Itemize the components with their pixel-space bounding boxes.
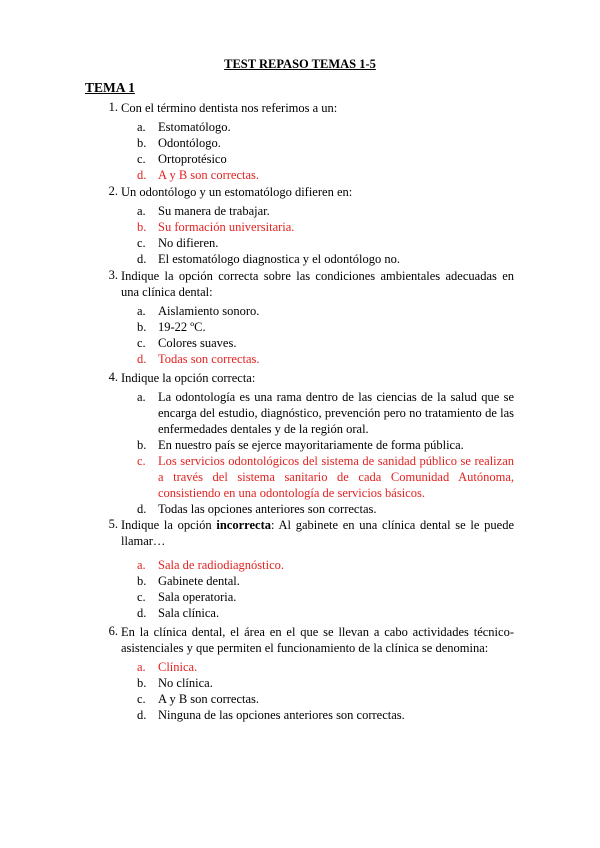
- option-text: Colores suaves.: [158, 336, 237, 350]
- option-letter: b.: [137, 136, 147, 150]
- option-b: [137, 319, 514, 335]
- option-a: [137, 119, 514, 135]
- option-text: La odontología es una rama dentro de las ciencias de la salud que se encarga del estudio, diagnóstico, prevención pero no tratamiento de las enfermedades dentales y de la región oral.: [158, 390, 514, 436]
- question-number: 2.: [108, 184, 118, 198]
- option-a: [137, 203, 514, 219]
- option-text: Su manera de trabajar.: [158, 204, 270, 218]
- option-c: [137, 589, 514, 605]
- option-letter: c.: [137, 590, 146, 604]
- option-letter: b.: [137, 220, 147, 234]
- option-b: [137, 437, 514, 453]
- option-text: Los servicios odontológicos del sistema de sanidad público se realizan a través del sistema sanitario de cada Comunidad Autónoma, consistiendo en una odontología de servicios básicos.: [158, 454, 514, 500]
- option-letter: b.: [137, 574, 147, 588]
- option-list: [137, 557, 514, 621]
- option-letter: a.: [137, 390, 146, 404]
- question-number: 6.: [108, 624, 118, 638]
- question-3: [100, 268, 514, 367]
- option-text: Clínica.: [158, 660, 198, 674]
- option-text: Sala operatoria.: [158, 590, 237, 604]
- option-letter: b.: [137, 676, 147, 690]
- option-c-correct: [137, 453, 514, 501]
- option-d: [137, 605, 514, 621]
- option-text: Todas las opciones anteriores son correctas.: [158, 502, 377, 516]
- option-d: [137, 501, 514, 517]
- document-title: TEST REPASO TEMAS 1-5: [224, 57, 376, 71]
- option-text: A y B son correctas.: [158, 692, 260, 706]
- question-number: 1.: [108, 100, 118, 114]
- option-text: 19-22 ºC.: [158, 320, 206, 334]
- option-list: [137, 659, 514, 723]
- option-text: Aislamiento sonoro.: [158, 304, 260, 318]
- option-letter: d.: [137, 502, 147, 516]
- option-text: Gabinete dental.: [158, 574, 240, 588]
- option-letter: c.: [137, 692, 146, 706]
- option-text: Estomatólogo.: [158, 120, 231, 134]
- question-text-after: : Al gabinete en una clínica dental se le puede llamar…: [121, 518, 514, 548]
- option-list: [137, 203, 514, 267]
- option-d: [137, 707, 514, 723]
- option-list: [137, 389, 514, 517]
- option-text: A y B son correctas.: [158, 168, 260, 182]
- question-1: [100, 100, 514, 183]
- question-number: 3.: [108, 268, 118, 282]
- option-letter: c.: [137, 236, 146, 250]
- option-list: [137, 119, 514, 183]
- option-a-correct: [137, 659, 514, 675]
- question-text: [121, 517, 514, 549]
- option-letter: d.: [137, 606, 147, 620]
- option-list: [137, 303, 514, 367]
- question-6: [100, 624, 514, 723]
- option-text: No clínica.: [158, 676, 213, 690]
- question-5: [100, 517, 514, 621]
- option-d-correct: [137, 167, 514, 183]
- question-4: [100, 370, 514, 517]
- option-text: Ninguna de las opciones anteriores son correctas.: [158, 708, 405, 722]
- option-text: No difieren.: [158, 236, 219, 250]
- option-letter: a.: [137, 204, 146, 218]
- option-d: [137, 251, 514, 267]
- option-text: Odontólogo.: [158, 136, 221, 150]
- question-number: 5.: [108, 517, 118, 531]
- section-title: TEMA 1: [85, 80, 135, 95]
- option-letter: c.: [137, 336, 146, 350]
- question-text: En la clínica dental, el área en el que se llevan a cabo actividades técnico-asistenciales y que permiten el funcionamiento de la clínica se denomina:: [121, 625, 514, 655]
- question-text: Un odontólogo y un estomatólogo difieren en:: [121, 185, 353, 199]
- option-b: [137, 675, 514, 691]
- option-d-correct: [137, 351, 514, 367]
- option-letter: a.: [137, 120, 146, 134]
- question-2: [100, 184, 514, 267]
- option-text: Todas son correctas.: [158, 352, 260, 366]
- option-b-correct: [137, 219, 514, 235]
- question-keyword: incorrecta: [216, 518, 271, 532]
- option-letter: a.: [137, 558, 146, 572]
- option-c: [137, 235, 514, 251]
- option-a: [137, 389, 514, 437]
- question-text: Indique la opción correcta:: [121, 371, 256, 385]
- option-text: El estomatólogo diagnostica y el odontólogo no.: [158, 252, 400, 266]
- option-c: [137, 151, 514, 167]
- option-text: En nuestro país se ejerce mayoritariamente de forma pública.: [158, 438, 464, 452]
- option-letter: d.: [137, 352, 147, 366]
- question-number: 4.: [108, 370, 118, 384]
- option-letter: a.: [137, 304, 146, 318]
- option-text: Sala de radiodiagnóstico.: [158, 558, 285, 572]
- option-letter: d.: [137, 252, 147, 266]
- option-letter: b.: [137, 438, 147, 452]
- option-text: Su formación universitaria.: [158, 220, 295, 234]
- option-letter: c.: [137, 152, 146, 166]
- option-c: [137, 691, 514, 707]
- question-text: Con el término dentista nos referimos a un:: [121, 101, 338, 115]
- question-text: Indique la opción correcta sobre las condiciones ambientales adecuadas en una clínica dental:: [121, 269, 514, 299]
- option-b: [137, 573, 514, 589]
- option-c: [137, 335, 514, 351]
- option-text: Sala clínica.: [158, 606, 220, 620]
- question-text-before: Indique la opción: [121, 518, 217, 532]
- option-letter: a.: [137, 660, 146, 674]
- option-letter: d.: [137, 708, 147, 722]
- option-letter: d.: [137, 168, 147, 182]
- option-text: Ortoprotésico: [158, 152, 227, 166]
- option-b: [137, 135, 514, 151]
- option-a: [137, 303, 514, 319]
- option-letter: c.: [137, 454, 146, 468]
- option-letter: b.: [137, 320, 147, 334]
- option-a-correct: [137, 557, 514, 573]
